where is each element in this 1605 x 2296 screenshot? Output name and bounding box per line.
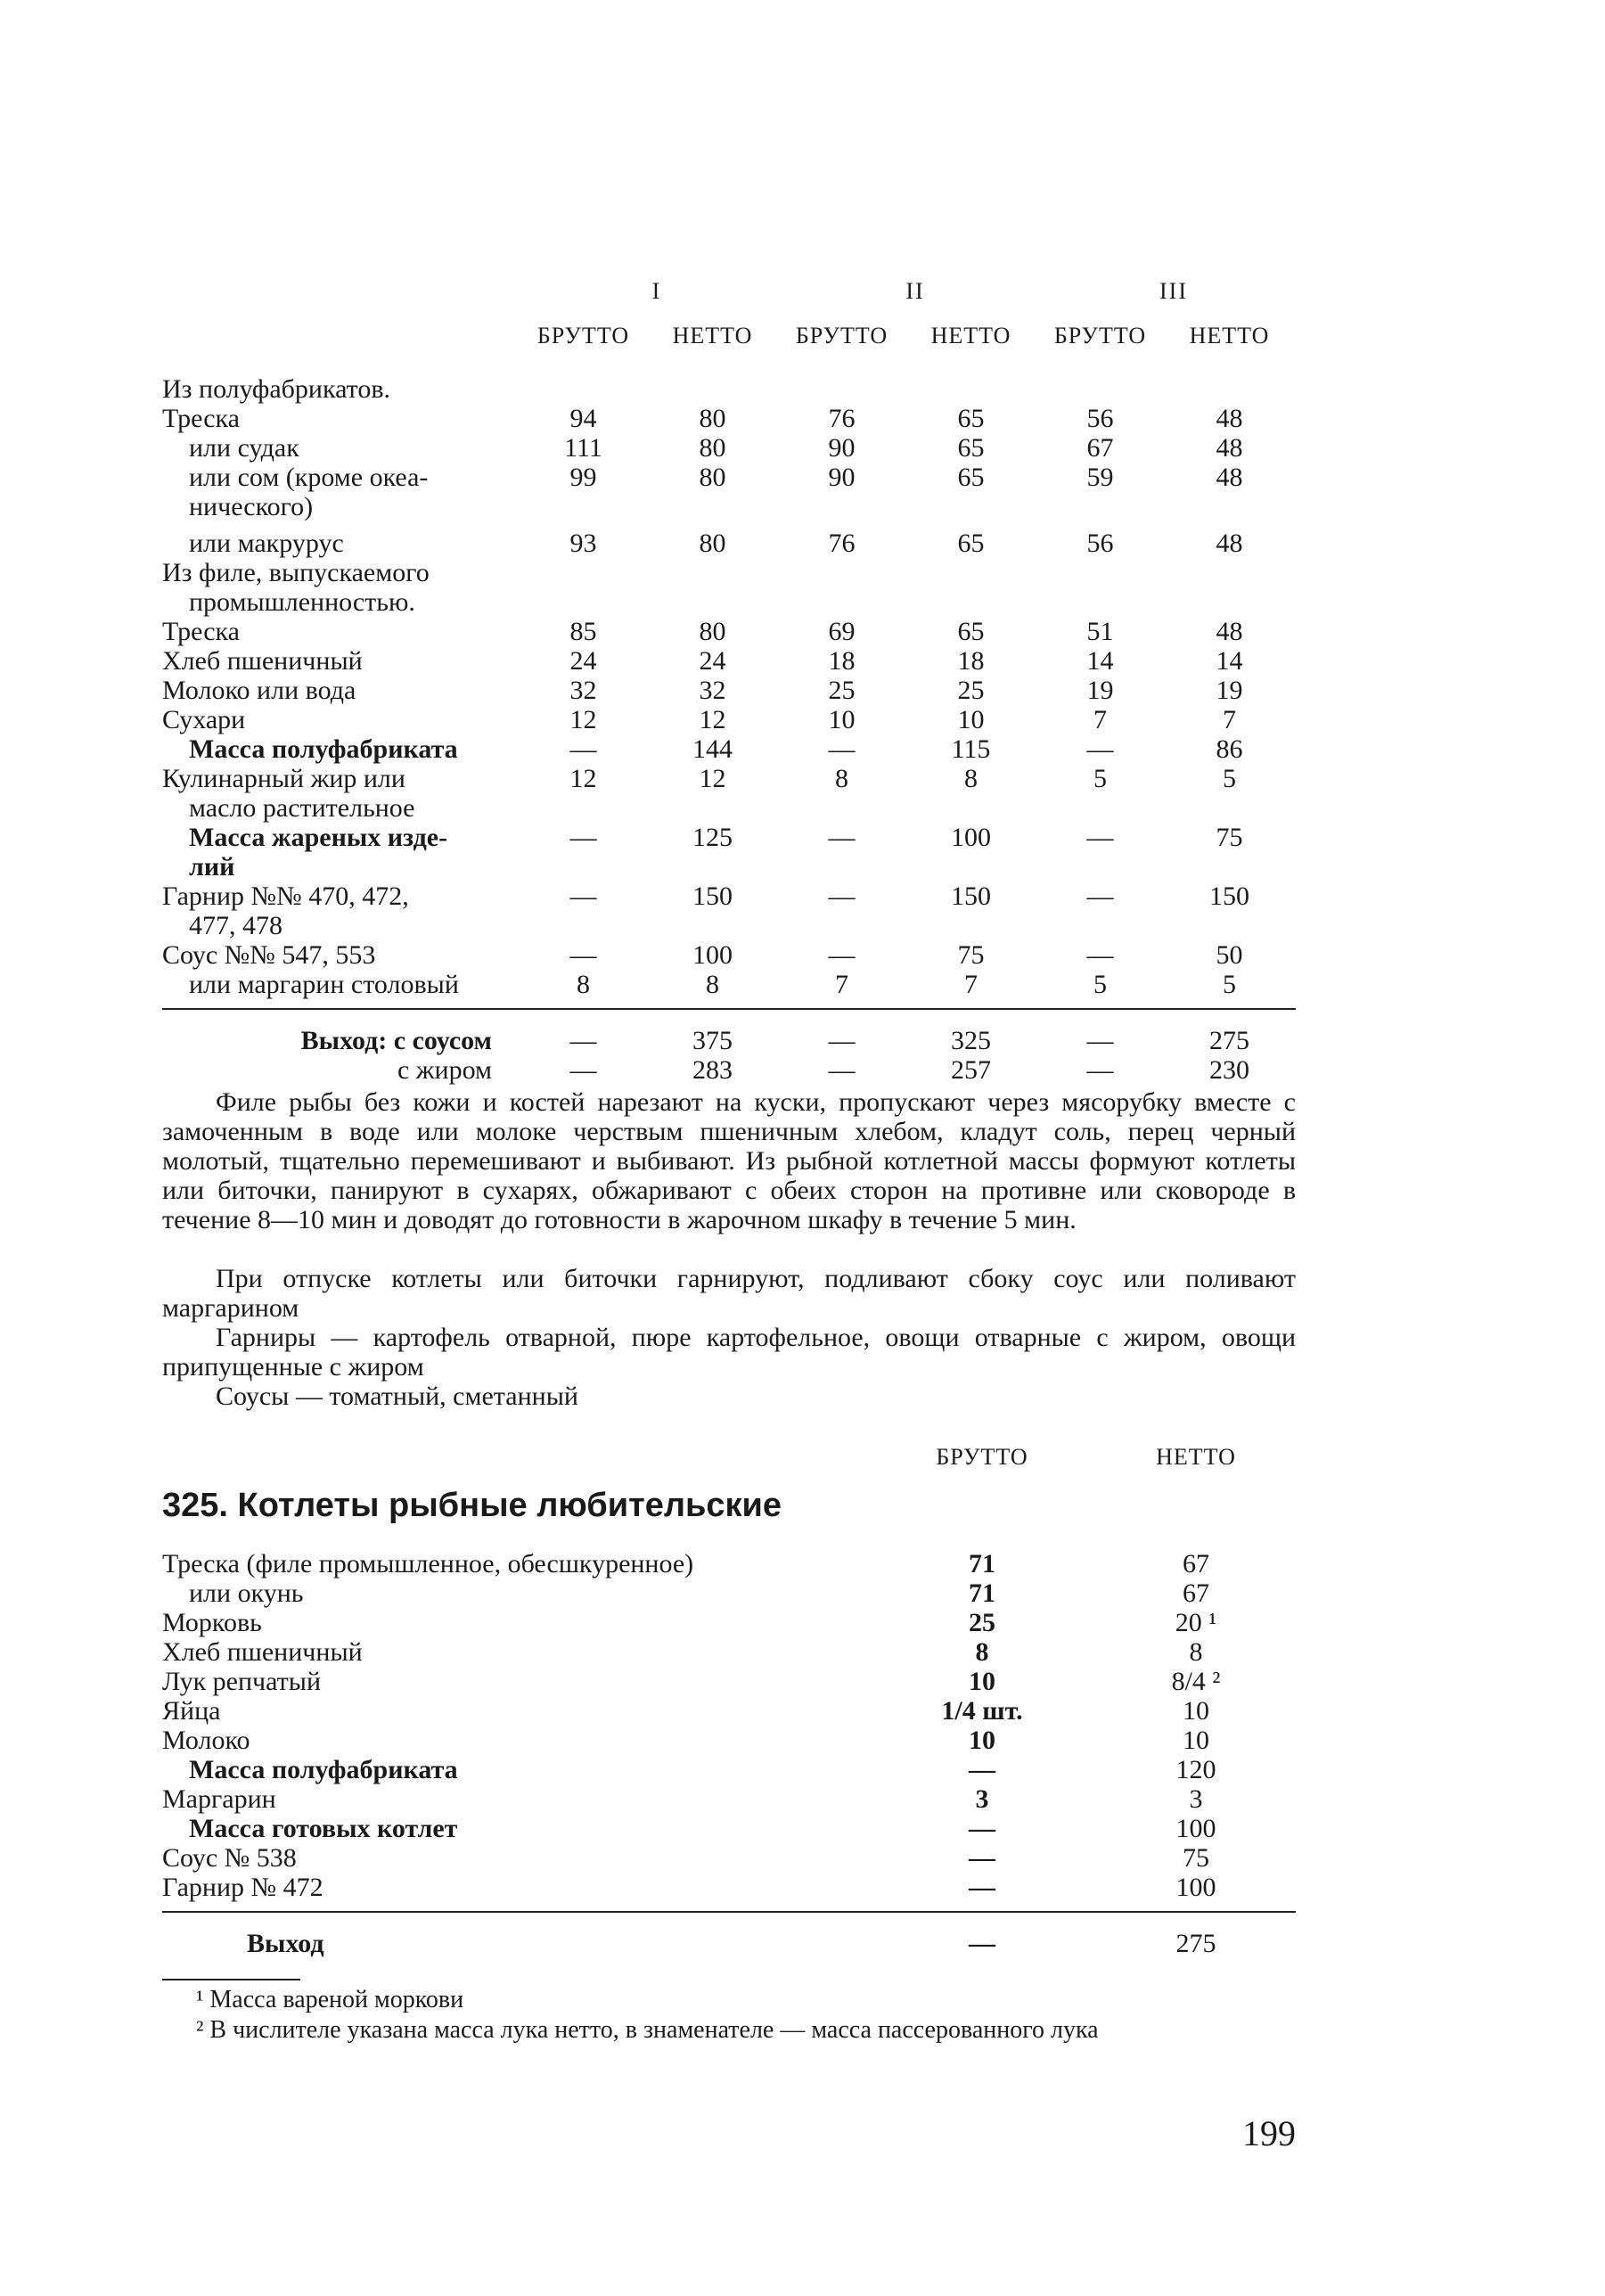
cell-value: — (828, 734, 856, 764)
recipe-brutto: — (969, 1843, 995, 1873)
recipe-netto: 8/4 ² (1171, 1667, 1221, 1696)
cell-value: 7 (964, 970, 978, 999)
recipe-brutto: — (969, 1755, 995, 1784)
recipe-netto: 3 (1189, 1784, 1203, 1814)
method-text: Филе рыбы без кожи и костей нарезают на куски, пропускают через мясорубку вместе с замоченным в воде или молоке черствым пшеничным хлебом, кладут соль, перец черный молотый, тщательно перемешивают и выбивают. Из рыбной котлетной массы формуют котлеты или биточки, панируют в сухарях, обжаривают с обеих сторон на противне или сковороде в течение 8—10 мин и доводят до готовности в жарочном шкафу в течение 5 мин. (162, 1087, 1296, 1234)
cell-value: 80 (699, 433, 726, 463)
cell-value: 18 (957, 646, 985, 676)
recipe-brutto: 71 (969, 1549, 995, 1578)
portions-table (162, 276, 1296, 1085)
output-value: 325 (951, 1026, 991, 1055)
serving-paragraph (162, 1264, 1296, 1323)
recipe-row-label: Масса полуфабриката (189, 1755, 458, 1784)
sauces-text: Соусы — томатный, сметанный (216, 1382, 578, 1411)
page-number: 199 (1242, 2113, 1296, 2153)
recipe-netto: 8 (1189, 1637, 1203, 1667)
recipe-row-label: Соус № 538 (162, 1843, 297, 1873)
table-row (162, 558, 1296, 587)
recipe-table (162, 1549, 1296, 1958)
table-row (162, 463, 1296, 492)
recipe-row (162, 1726, 1296, 1755)
recipe-netto: 10 (1183, 1726, 1209, 1755)
recipe-row (162, 1784, 1296, 1814)
recipe-output-brutto: — (969, 1929, 995, 1958)
table-row (162, 676, 1296, 705)
output-value: 283 (692, 1055, 733, 1085)
column-header: БРУТТО (1053, 323, 1147, 348)
table-row (162, 587, 1296, 617)
table-row (162, 823, 1296, 852)
recipe-brutto: 71 (969, 1578, 995, 1608)
cell-value: 65 (957, 433, 985, 463)
cell-value: — (1086, 823, 1114, 852)
cell-value: 32 (699, 676, 726, 705)
cell-value: 80 (699, 529, 726, 558)
cell-value: 25 (828, 676, 856, 705)
cell-value: 80 (699, 617, 726, 646)
recipe-netto: 75 (1183, 1843, 1209, 1873)
cell-value: — (569, 940, 597, 970)
cell-value: 76 (828, 404, 856, 433)
row-label: Из полуфабрикатов. (162, 374, 391, 404)
cell-value: 5 (1223, 970, 1236, 999)
serving-text: При отпуске котлеты или биточки гарнируют, подливают сбоку соус или поливают маргарином (162, 1264, 1296, 1323)
row-label: или судак (189, 433, 299, 463)
cell-value: 48 (1216, 433, 1243, 463)
recipe-row-label: Яйца (162, 1696, 221, 1726)
footnote-1 (162, 1986, 1296, 2014)
output-row (162, 1026, 1296, 1055)
table-row (162, 705, 1296, 734)
recipe-netto: 20 ¹ (1175, 1608, 1217, 1637)
cell-value: 150 (951, 882, 991, 911)
recipe-row-label: Лук репчатый (162, 1667, 321, 1696)
table-row (162, 764, 1296, 793)
footnote-2-text: ² В числителе указана масса лука нетто, в знаменателе — масса пассерованного лука (196, 2016, 1099, 2044)
output-value: — (828, 1055, 856, 1085)
row-label: промышленностью. (189, 587, 415, 617)
output-value: 275 (1209, 1026, 1249, 1055)
column-header: НЕТТО (672, 323, 753, 348)
recipe-row (162, 1696, 1296, 1726)
cell-value: 8 (577, 970, 590, 999)
cell-value: 19 (1216, 676, 1243, 705)
output-value: 230 (1209, 1055, 1249, 1085)
cell-value: 90 (828, 463, 856, 492)
recipe-netto: 100 (1175, 1873, 1216, 1902)
cell-value: 65 (957, 617, 985, 646)
recipe-output-row (162, 1929, 1296, 1958)
table-rule (162, 1008, 1296, 1010)
row-label: Масса жареных изде- (189, 823, 448, 852)
cell-value: — (569, 823, 597, 852)
output-value: 257 (951, 1055, 991, 1085)
cell-value: — (828, 882, 856, 911)
cell-value: 50 (1216, 940, 1243, 970)
recipe-output-label: Выход (247, 1929, 324, 1958)
row-label: или макрурус (189, 529, 344, 558)
footnote-rule (162, 1979, 300, 1980)
row-label: лий (189, 852, 235, 882)
recipe-brutto: 25 (969, 1608, 995, 1637)
cell-value: 48 (1216, 404, 1243, 433)
output-value: — (569, 1055, 597, 1085)
recipe-row-label: или окунь (189, 1578, 304, 1608)
table-row (162, 940, 1296, 970)
cell-value: 12 (699, 764, 726, 793)
cell-value: 125 (692, 823, 733, 852)
cell-value: 59 (1086, 463, 1114, 492)
recipe-netto: 67 (1183, 1578, 1209, 1608)
book-page (162, 0, 1296, 2296)
recipe-header-brutto: БРУТТО (936, 1444, 1028, 1470)
table-row (162, 433, 1296, 463)
cell-value: 80 (699, 463, 726, 492)
cell-value: 48 (1216, 617, 1243, 646)
cell-value: — (828, 940, 856, 970)
garnish-text: Гарниры — картофель отварной, пюре картофельное, овощи отварные с жиром, овощи припущенные с жиром (162, 1323, 1296, 1382)
cell-value: 144 (692, 734, 733, 764)
recipe-row (162, 1549, 1296, 1578)
table-row (162, 617, 1296, 646)
table-row (162, 529, 1296, 558)
garnish-paragraph (162, 1323, 1296, 1382)
cell-value: — (569, 882, 597, 911)
row-label: Хлеб пшеничный (162, 646, 363, 676)
recipe-title: 325. Котлеты рыбные любительские (162, 1487, 782, 1524)
output-row (162, 1055, 1296, 1085)
cell-value: 56 (1086, 529, 1114, 558)
cell-value: — (569, 734, 597, 764)
group-header-1: I (651, 278, 662, 304)
table-row (162, 882, 1296, 911)
output-value: — (828, 1026, 856, 1055)
table-row (162, 374, 1296, 404)
cell-value: 8 (964, 764, 978, 793)
recipe-header-netto: НЕТТО (1156, 1444, 1236, 1470)
recipe-brutto: 1/4 шт. (941, 1696, 1023, 1726)
cell-value: 65 (957, 529, 985, 558)
recipe-row (162, 1873, 1296, 1902)
group-header-3: III (1159, 278, 1188, 304)
cell-value: 12 (569, 705, 597, 734)
cell-value: 7 (1093, 705, 1107, 734)
cell-value: 94 (569, 404, 597, 433)
recipe-row-label: Масса готовых котлет (189, 1814, 458, 1843)
table-row (162, 970, 1296, 999)
cell-value: 75 (1216, 823, 1243, 852)
cell-value: 111 (564, 433, 602, 463)
column-header: НЕТТО (1189, 323, 1270, 348)
footnote-1-text: ¹ Масса вареной моркови (196, 1986, 464, 2013)
recipe-brutto: 10 (969, 1726, 995, 1755)
output-rows (162, 1026, 1296, 1085)
row-label: Треска (162, 404, 240, 433)
recipe-output-netto: 275 (1175, 1929, 1216, 1958)
row-label: Кулинарный жир или (162, 764, 405, 793)
cell-value: 150 (1209, 882, 1249, 911)
cell-value: 51 (1086, 617, 1114, 646)
cell-value: 10 (957, 705, 985, 734)
cell-value: 48 (1216, 529, 1243, 558)
recipe-row-label: Морковь (162, 1608, 262, 1637)
recipe-row (162, 1755, 1296, 1784)
cell-value: 69 (828, 617, 856, 646)
recipe-row (162, 1608, 1296, 1637)
table-row (162, 492, 1296, 521)
row-label: Молоко или вода (162, 676, 356, 705)
cell-value: 85 (569, 617, 597, 646)
row-label: Треска (162, 617, 240, 646)
cell-value: 115 (951, 734, 991, 764)
row-label: или маргарин столовый (189, 970, 459, 999)
cell-value: 86 (1216, 734, 1243, 764)
recipe-row-label: Гарнир № 472 (162, 1873, 323, 1902)
cell-value: 5 (1093, 970, 1107, 999)
recipe-row-label: Треска (филе промышленное, обесшкуренное) (162, 1549, 694, 1578)
column-header-row (162, 321, 1296, 374)
cell-value: 48 (1216, 463, 1243, 492)
cell-value: 7 (1223, 705, 1236, 734)
recipe-netto: 100 (1175, 1814, 1216, 1843)
recipe-brutto: 8 (975, 1637, 989, 1667)
cell-value: 24 (699, 646, 726, 676)
cell-value: — (828, 823, 856, 852)
cell-value: 32 (569, 676, 597, 705)
recipe-row (162, 1667, 1296, 1696)
ingredient-rows (162, 374, 1296, 999)
cell-value: — (1086, 940, 1114, 970)
table-row (162, 404, 1296, 433)
cell-value: 10 (828, 705, 856, 734)
cell-value: 14 (1086, 646, 1114, 676)
cell-value: 67 (1086, 433, 1114, 463)
recipe-brutto: — (969, 1873, 995, 1902)
table-row (162, 646, 1296, 676)
recipe-brutto: — (969, 1814, 995, 1843)
recipe-row (162, 1814, 1296, 1843)
row-label: Масса полуфабриката (189, 734, 458, 764)
cell-value: 65 (957, 404, 985, 433)
output-label: Выход: с соусом (300, 1026, 492, 1055)
row-label: Из филе, выпускаемого (162, 558, 430, 587)
sauces-paragraph (162, 1382, 1296, 1411)
output-label: с жиром (397, 1055, 492, 1085)
cell-value: 56 (1086, 404, 1114, 433)
recipe-netto: 10 (1183, 1696, 1209, 1726)
group-header-2: II (905, 278, 925, 304)
cell-value: 99 (569, 463, 597, 492)
recipe-row (162, 1578, 1296, 1608)
cell-value: 100 (951, 823, 991, 852)
cell-value: — (1086, 734, 1114, 764)
row-label: масло растительное (189, 793, 415, 823)
footnote-2 (162, 2016, 1296, 2045)
table-row (162, 734, 1296, 764)
cell-value: 150 (692, 882, 733, 911)
cell-value: 8 (835, 764, 848, 793)
recipe-row-label: Маргарин (162, 1784, 276, 1814)
column-header: НЕТТО (930, 323, 1011, 348)
recipe-row (162, 1637, 1296, 1667)
cell-value: 65 (957, 463, 985, 492)
cell-value: 19 (1086, 676, 1114, 705)
cell-value: 8 (706, 970, 719, 999)
recipe-rows (162, 1549, 1296, 1902)
cell-value: 75 (957, 940, 985, 970)
cell-value: 12 (569, 764, 597, 793)
recipe-netto: 67 (1183, 1549, 1209, 1578)
output-value: — (1086, 1026, 1114, 1055)
recipe-rule (162, 1911, 1296, 1913)
cell-value: — (1086, 882, 1114, 911)
cell-value: 80 (699, 404, 726, 433)
cell-value: 93 (569, 529, 597, 558)
recipe-brutto: 10 (969, 1667, 995, 1696)
cell-value: 18 (828, 646, 856, 676)
cell-value: 5 (1223, 764, 1236, 793)
row-label: Сухари (162, 705, 246, 734)
table-row (162, 852, 1296, 882)
cell-value: 90 (828, 433, 856, 463)
row-label: или сом (кроме океа- (189, 463, 429, 492)
group-header-row (162, 276, 1296, 321)
row-label: нического) (189, 492, 314, 521)
recipe-netto: 120 (1175, 1755, 1216, 1784)
cell-value: 100 (692, 940, 733, 970)
cell-value: 7 (835, 970, 848, 999)
cell-value: 76 (828, 529, 856, 558)
cell-value: 25 (957, 676, 985, 705)
cell-value: 12 (699, 705, 726, 734)
method-paragraph (162, 1087, 1296, 1234)
recipe-row (162, 1843, 1296, 1873)
table-row (162, 793, 1296, 823)
cell-value: 24 (569, 646, 597, 676)
cell-value: 5 (1093, 764, 1107, 793)
row-label: Соус №№ 547, 553 (162, 940, 376, 970)
row-label: Гарнир №№ 470, 472, (162, 882, 409, 911)
cell-value: 14 (1216, 646, 1243, 676)
output-value: — (569, 1026, 597, 1055)
output-value: — (1086, 1055, 1114, 1085)
recipe-brutto: 3 (975, 1784, 989, 1814)
column-header: БРУТТО (536, 323, 630, 348)
recipe-row-label: Молоко (162, 1726, 250, 1755)
column-header: БРУТТО (795, 323, 888, 348)
row-label: 477, 478 (189, 911, 283, 940)
recipe-row-label: Хлеб пшеничный (162, 1637, 363, 1667)
table-row (162, 911, 1296, 940)
output-value: 375 (692, 1026, 733, 1055)
